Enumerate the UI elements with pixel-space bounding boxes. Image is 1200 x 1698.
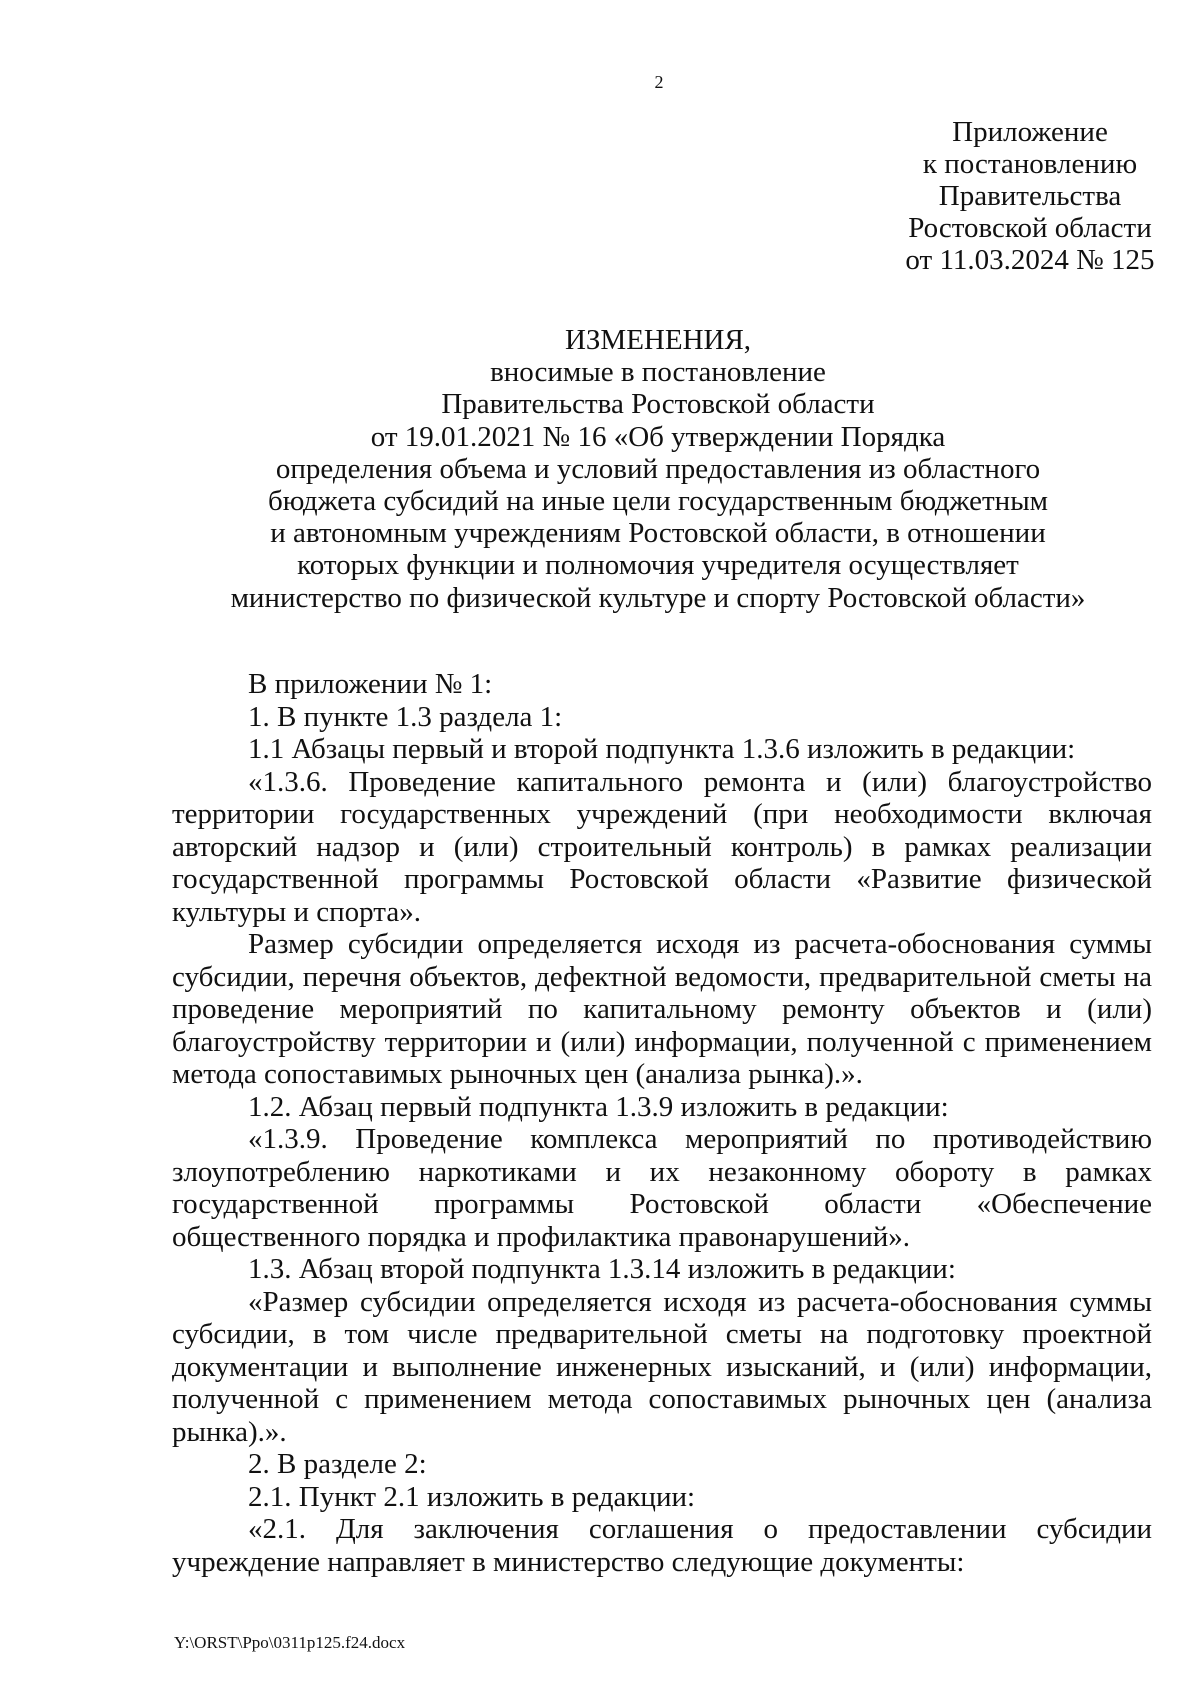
title-line: бюджета субсидий на иные цели государственным бюджетным	[267, 485, 1049, 518]
paragraph: 2. В разделе 2:	[248, 1448, 427, 1480]
annex-line: Приложение	[952, 116, 1108, 148]
paragraph: «1.3.9. Проведение комплекса мероприятий по противодействию злоупотреблению наркотиками и их незаконному обороту в рамках государственной программы Ростовской области «Обеспечение общественного порядка и профилактика правонарушений».	[172, 1123, 1152, 1253]
annex-line: от 11.03.2024 № 125	[905, 244, 1155, 276]
annex-line: Правительства	[938, 180, 1122, 212]
paragraph: 1.3. Абзац второй подпункта 1.3.14 изложить в редакции:	[248, 1253, 956, 1285]
paragraph: 1.1 Абзацы первый и второй подпункта 1.3.6 изложить в редакции:	[248, 733, 1076, 765]
annex-block	[780, 116, 1200, 276]
title-line: вносимые в постановление	[490, 356, 826, 389]
paragraph: В приложении № 1:	[248, 668, 493, 700]
document-body	[172, 668, 1152, 1578]
paragraph: Размер субсидии определяется исходя из расчета-обоснования суммы субсидии, перечня объектов, дефектной ведомости, предварительной сметы на проведение мероприятий по капитальному ремонту объектов и (или) благоустройству территории и (или) информации, полученной с применением метода сопоставимых рыночных цен (анализа рынка).».	[172, 928, 1152, 1090]
title-line: определения объема и условий предоставления из областного	[275, 452, 1041, 485]
document-title	[150, 324, 1166, 614]
paragraph: 1.2. Абзац первый подпункта 1.3.9 изложить в редакции:	[248, 1090, 949, 1123]
footer-file-path: Y:\ORST\Ppo\0311p125.f24.docx	[174, 1633, 406, 1652]
title-line: министерство по физической культуре и спорту Ростовской области»	[230, 581, 1086, 614]
paragraph: 1. В пункте 1.3 раздела 1:	[248, 700, 563, 733]
paragraph: «1.3.6. Проведение капитального ремонта и (или) благоустройство территории государственных учреждений (при необходимости включая авторский надзор и (или) строительный контроль) в рамках реализации государственной программы Ростовской области «Развитие физической культуры и спорта».	[172, 765, 1152, 928]
page-number: 2	[654, 72, 664, 92]
title-line: Правительства Ростовской области	[441, 388, 875, 421]
title-heading: ИЗМЕНЕНИЯ,	[564, 324, 752, 356]
annex-line: Ростовской области	[908, 212, 1152, 244]
paragraph: «Размер субсидии определяется исходя из расчета-обоснования суммы субсидии, в том числе предварительной сметы на подготовку проектной документации и выполнение инженерных изысканий, и (или) информации, полученной с применением метода сопоставимых рыночных цен (анализа рынка).».	[172, 1285, 1152, 1448]
annex-line: к постановлению	[922, 148, 1138, 180]
paragraph: «2.1. Для заключения соглашения о предоставлении субсидии учреждение направляет в министерство следующие документы:	[172, 1513, 1152, 1578]
title-line: от 19.01.2021 № 16 «Об утверждении Порядка	[370, 420, 946, 453]
paragraph: 2.1. Пункт 2.1 изложить в редакции:	[248, 1480, 696, 1513]
title-line: которых функции и полномочия учредителя осуществляет	[297, 549, 1019, 582]
title-line: и автономным учреждениям Ростовской области, в отношении	[270, 517, 1046, 550]
